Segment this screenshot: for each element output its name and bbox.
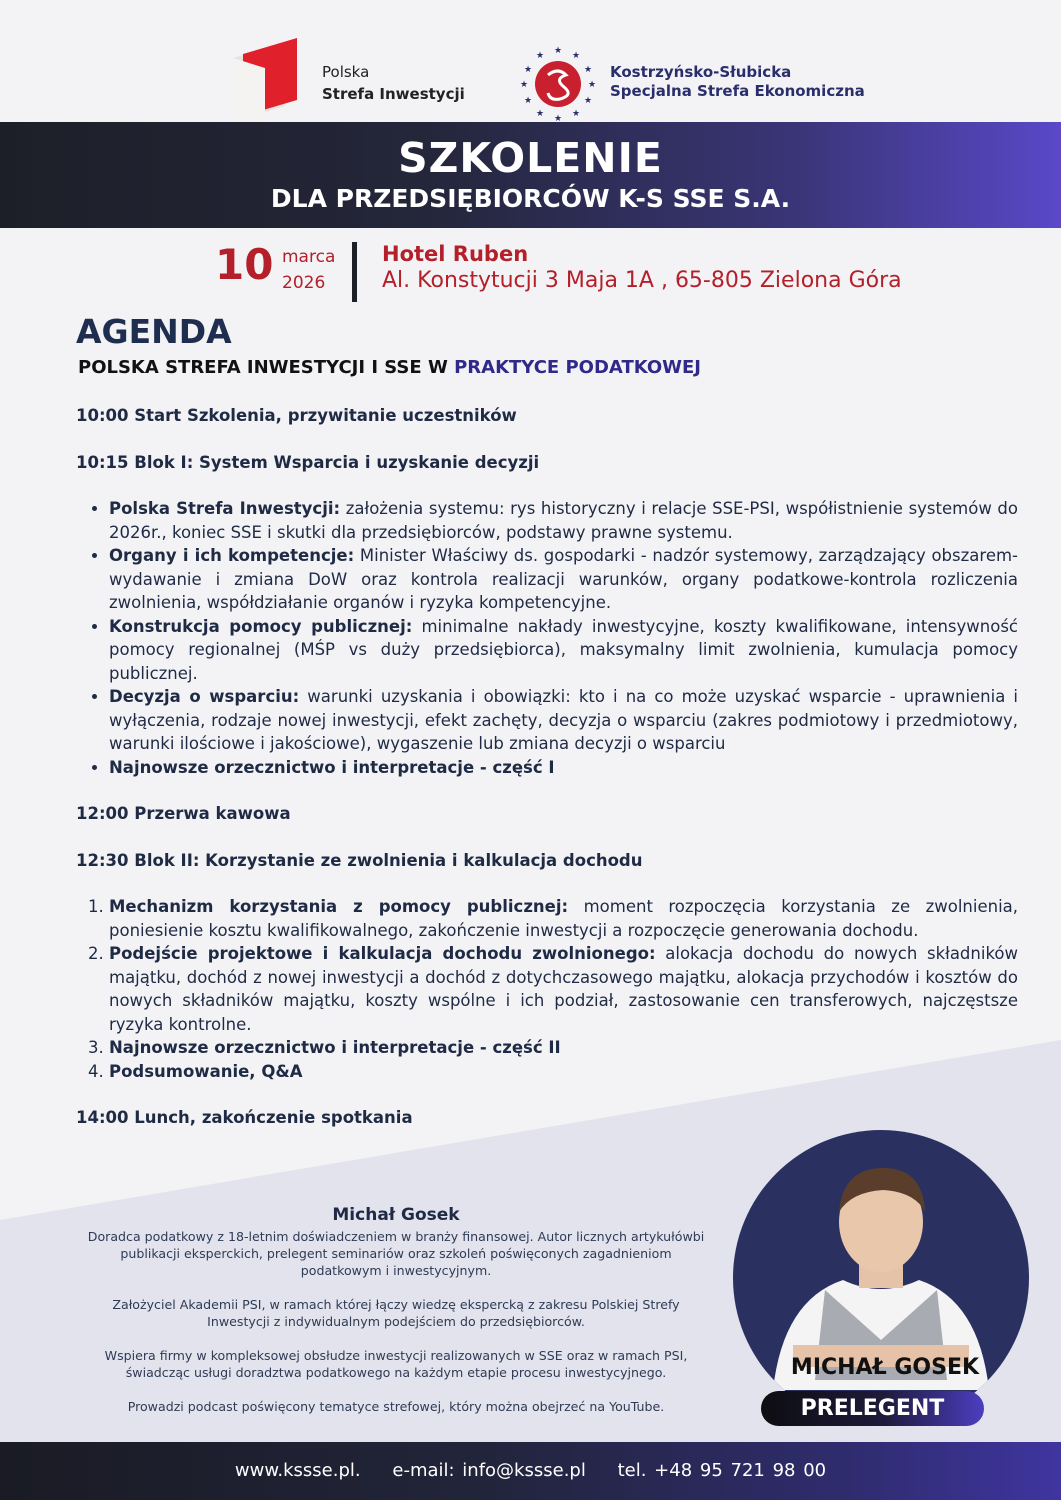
svg-text:★: ★ [520, 80, 529, 90]
speaker-portrait-icon [733, 1130, 1029, 1426]
svg-text:★: ★ [587, 80, 596, 90]
agenda-time-item: 14:00 Lunch, zakończenie spotkania [76, 1108, 413, 1127]
agenda-time-item: 10:00 Start Szkolenia, przywitanie uczestników [76, 406, 517, 425]
bio-paragraph: Założyciel Akademii PSI, w ramach której łączy wiedzę ekspercką z zakresu Polskiej Strefy Inwestycji z indywidualnym podejściem do przedsiębiorców. [112, 1297, 680, 1329]
list-item: • Najnowsze orzecznictwo i interpretacje - część I [109, 756, 1018, 780]
footer-contact [0, 1442, 1061, 1500]
svg-text:★: ★ [583, 96, 593, 106]
event-day: 10 [215, 240, 274, 289]
psi-logo-icon [215, 38, 305, 128]
svg-text:★: ★ [583, 65, 593, 75]
header-logos [0, 20, 1061, 120]
svg-text:★: ★ [535, 109, 545, 119]
block1-list [76, 497, 1018, 779]
svg-text:★: ★ [553, 46, 563, 56]
bio-paragraph: Prowadzi podcast poświęcony tematyce strefowej, który można obejrzeć na YouTube. [127, 1399, 665, 1414]
event-month-year: marca 2026 [282, 247, 336, 293]
speaker-photo [733, 1130, 1029, 1426]
block2-list [76, 895, 1018, 1083]
page-subtitle: DLA PRZEDSIĘBIORCÓW K-S SSE S.A. [270, 184, 791, 213]
list-item: • Organy i ich kompetencje: Minister Właściwy ds. gospodarki - nadzór systemowy, zarządzający obszarem-wydawanie i zmiana DoW oraz kontrola realizacji warunków, organy podatkowe-kontrola rozliczenia zwolnienia, współdziałanie organów i ryzyka kompetencyjne. [109, 544, 1018, 615]
psi-logo-text: Polska Strefa Inwestycji [322, 63, 465, 103]
event-address: Al. Konstytucji 3 Maja 1A , 65-805 Zielona Góra [382, 268, 902, 293]
email-link[interactable]: e-mail: info@kssse.pl [392, 1460, 586, 1481]
agenda-time-item: 12:00 Przerwa kawowa [76, 804, 291, 823]
svg-text:★: ★ [553, 114, 563, 121]
list-item: • Decyzja o wsparciu: warunki uzyskania i obowiązki: kto i na co może uzyskać wsparcie - uprawnienia i wyłączenia, rodzaje nowej inwestycji, efekt zachęty, decyzja o wsparciu (zakres podmiotowy i przedmiotowy, warunki ilościowe i jakościowe), wygaszenie lub zmiana decyzji o wsparciu [109, 685, 1018, 756]
kssse-logo-icon [520, 45, 596, 121]
bio-paragraph: Doradca podatkowy z 18-letnim doświadczeniem w branży finansowej. Autor licznych artykułówbi publikacji eksperckich, prelegent seminariów oraz szkoleń poświęconych zagadnieniom podatkowym i inwestycyjnym. [87, 1229, 705, 1278]
page-title: SZKOLENIE [398, 134, 663, 182]
speaker-bio [80, 1207, 712, 1432]
speaker-role-badge: PRELEGENT [761, 1391, 984, 1426]
agenda-subtitle: POLSKA STREFA INWESTYCJI I SSE W PRAKTYCE PODATKOWEJ [78, 357, 702, 378]
list-item: 2. Podejście projektowe i kalkulacja dochodu zwolnionego: alokacja dochodu do nowych składników majątku, dochód z nowej inwestycji a dochód z dotychczasowego majątku, alokacja przychodów i kosztów do nowych składników majątku, koszty wspólne i ich podział, zastosowanie cen transferowych, najczęstsze ryzyka kontrolne. [109, 942, 1018, 1036]
event-venue: Hotel Ruben [382, 242, 529, 266]
list-item: • Konstrukcja pomocy publicznej: minimalne nakłady inwestycyjne, koszty kwalifikowane, intensywność pomocy regionalnej (MŚP vs duży przedsiębiorca), maksymalny limit zwolnienia, kumulacja pomocy publicznej. [109, 615, 1018, 686]
svg-text:★: ★ [571, 109, 581, 119]
speaker-name: MICHAŁ GOSEK [790, 1355, 980, 1380]
svg-text:★: ★ [523, 96, 533, 106]
agenda-heading: AGENDA [76, 312, 232, 351]
divider [352, 242, 357, 302]
list-item: 4. Podsumowanie, Q&A [109, 1060, 1018, 1084]
website-link[interactable]: www.kssse.pl. [234, 1460, 361, 1481]
svg-text:★: ★ [571, 51, 581, 61]
list-item: • Polska Strefa Inwestycji: założenia systemu: rys historyczny i relacje SSE-PSI, współistnienie systemów do 2026r., koniec SSE i skutki dla przedsiębiorców, podstawy prawne systemu. [109, 497, 1018, 544]
agenda-time-item: 12:30 Blok II: Korzystanie ze zwolnienia i kalkulacja dochodu [76, 850, 643, 870]
svg-text:★: ★ [535, 51, 545, 61]
list-item: 3. Najnowsze orzecznictwo i interpretacje - część II [109, 1036, 1018, 1060]
event-info [0, 240, 1061, 310]
list-item: 1. Mechanizm korzystania z pomocy publicznej: moment rozpoczęcia korzystania ze zwolnienia, poniesienie kosztu kwalifikowalnego, zakończenie inwestycji a rozpoczęcie generowania dochodu. [109, 895, 1018, 942]
svg-text:★: ★ [523, 65, 533, 75]
bio-paragraph: Wspiera firmy w kompleksowej obsłudze inwestycji realizowanych w SSE oraz w ramach PSI, świadcząc usługi doradztwa podatkowego na każdym etapie procesu inwestycyjnego. [104, 1348, 688, 1380]
bio-name: Michał Gosek [332, 1205, 460, 1225]
kssse-logo-text: Kostrzyńsko-Słubicka Specjalna Strefa Ekonomiczna [610, 63, 865, 100]
agenda-time-item: 10:15 Blok I: System Wsparcia i uzyskanie decyzji [76, 452, 540, 472]
agenda-content [76, 404, 1018, 1153]
title-banner [0, 122, 1061, 228]
phone-text[interactable]: tel. +48 95 721 98 00 [617, 1460, 827, 1481]
